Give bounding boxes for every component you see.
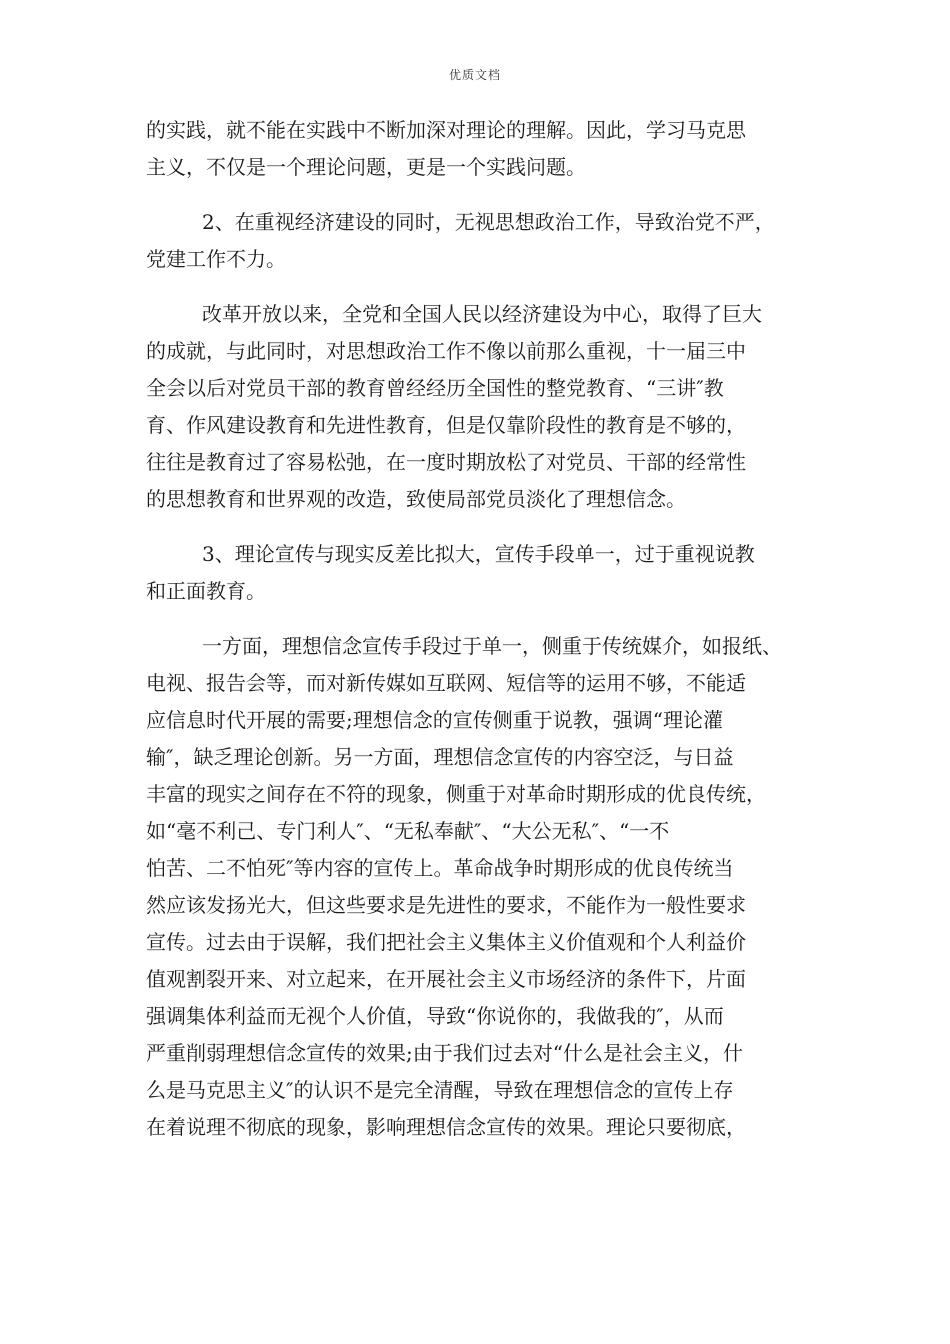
text-line: 主义，不仅是一个理论问题，更是一个实践问题。 <box>146 155 586 179</box>
text-line: 强调集体利益而无视个人价值，导致“你说你的，我做我的″，从而 <box>146 1004 724 1028</box>
text-line: 电视、报告会等，而对新传媒如互联网、短信等的运用不够，不能适 <box>146 671 746 695</box>
paragraph <box>146 628 806 1146</box>
page-header: 优质文档 <box>448 68 501 82</box>
text-line: 如“毫不利己、专门利人″、“无私奉献″、“大公无私″、“一不 <box>146 819 670 843</box>
text-line: 育、作风建设教育和先进性教育，但是仅靠阶段性的教育是不够的， <box>146 413 746 437</box>
text-line: 的成就，与此同时，对思想政治工作不像以前那么重视，十一届三中 <box>146 339 746 363</box>
text-line: 丰富的现实之间存在不符的现象，侧重于对革命时期形成的优良传统， <box>146 782 766 806</box>
paragraph <box>146 112 806 186</box>
document-body <box>146 112 806 1164</box>
text-line: 全会以后对党员干部的教育曾经经历全国性的整党教育、“三讲″教 <box>146 376 724 400</box>
paragraph <box>146 536 806 610</box>
paragraph <box>146 296 806 518</box>
text-line: 值观割裂开来、对立起来，在开展社会主义市场经济的条件下，片面 <box>146 967 746 991</box>
text-line: 往往是教育过了容易松弛，在一度时期放松了对党员、干部的经常性 <box>146 450 746 474</box>
text-line: 输″，缺乏理论创新。另一方面，理想信念宣传的内容空泛，与日益 <box>146 745 734 769</box>
text-line: 的实践，就不能在实践中不断加深对理论的理解。因此，学习马克思 <box>146 118 746 142</box>
text-line: 改革开放以来，全党和全国人民以经济建设为中心，取得了巨大 <box>202 302 762 326</box>
text-line: 一方面，理想信念宣传手段过于单一，侧重于传统媒介，如报纸、 <box>202 634 782 658</box>
text-line: 2、在重视经济建设的同时，无视思想政治工作，导致治党不严， <box>202 210 775 234</box>
text-line: 和正面教育。 <box>146 579 266 603</box>
text-line: 么是马克思主义″的认识不是完全清醒，导致在理想信念的宣传上存 <box>146 1078 734 1102</box>
text-line: 应信息时代开展的需要;理想信念的宣传侧重于说教，强调“理论灌 <box>146 708 723 732</box>
text-line: 3、理论宣传与现实反差比拟大，宣传手段单一，过于重视说教 <box>202 542 755 566</box>
text-line: 然应该发扬光大，但这些要求是先进性的要求，不能作为一般性要求 <box>146 893 746 917</box>
text-line: 在着说理不彻底的现象，影响理想信念宣传的效果。理论只要彻底， <box>146 1115 746 1139</box>
paragraph <box>146 204 806 278</box>
text-line: 怕苦、二不怕死″等内容的宣传上。革命战争时期形成的优良传统当 <box>146 856 734 880</box>
text-line: 严重削弱理想信念宣传的效果;由于我们过去对“什么是社会主义，什 <box>146 1041 743 1065</box>
text-line: 宣传。过去由于误解，我们把社会主义集体主义价值观和个人利益价 <box>146 930 746 954</box>
text-line: 的思想教育和世界观的改造，致使局部党员淡化了理想信念。 <box>146 487 686 511</box>
text-line: 党建工作不力。 <box>146 247 286 271</box>
